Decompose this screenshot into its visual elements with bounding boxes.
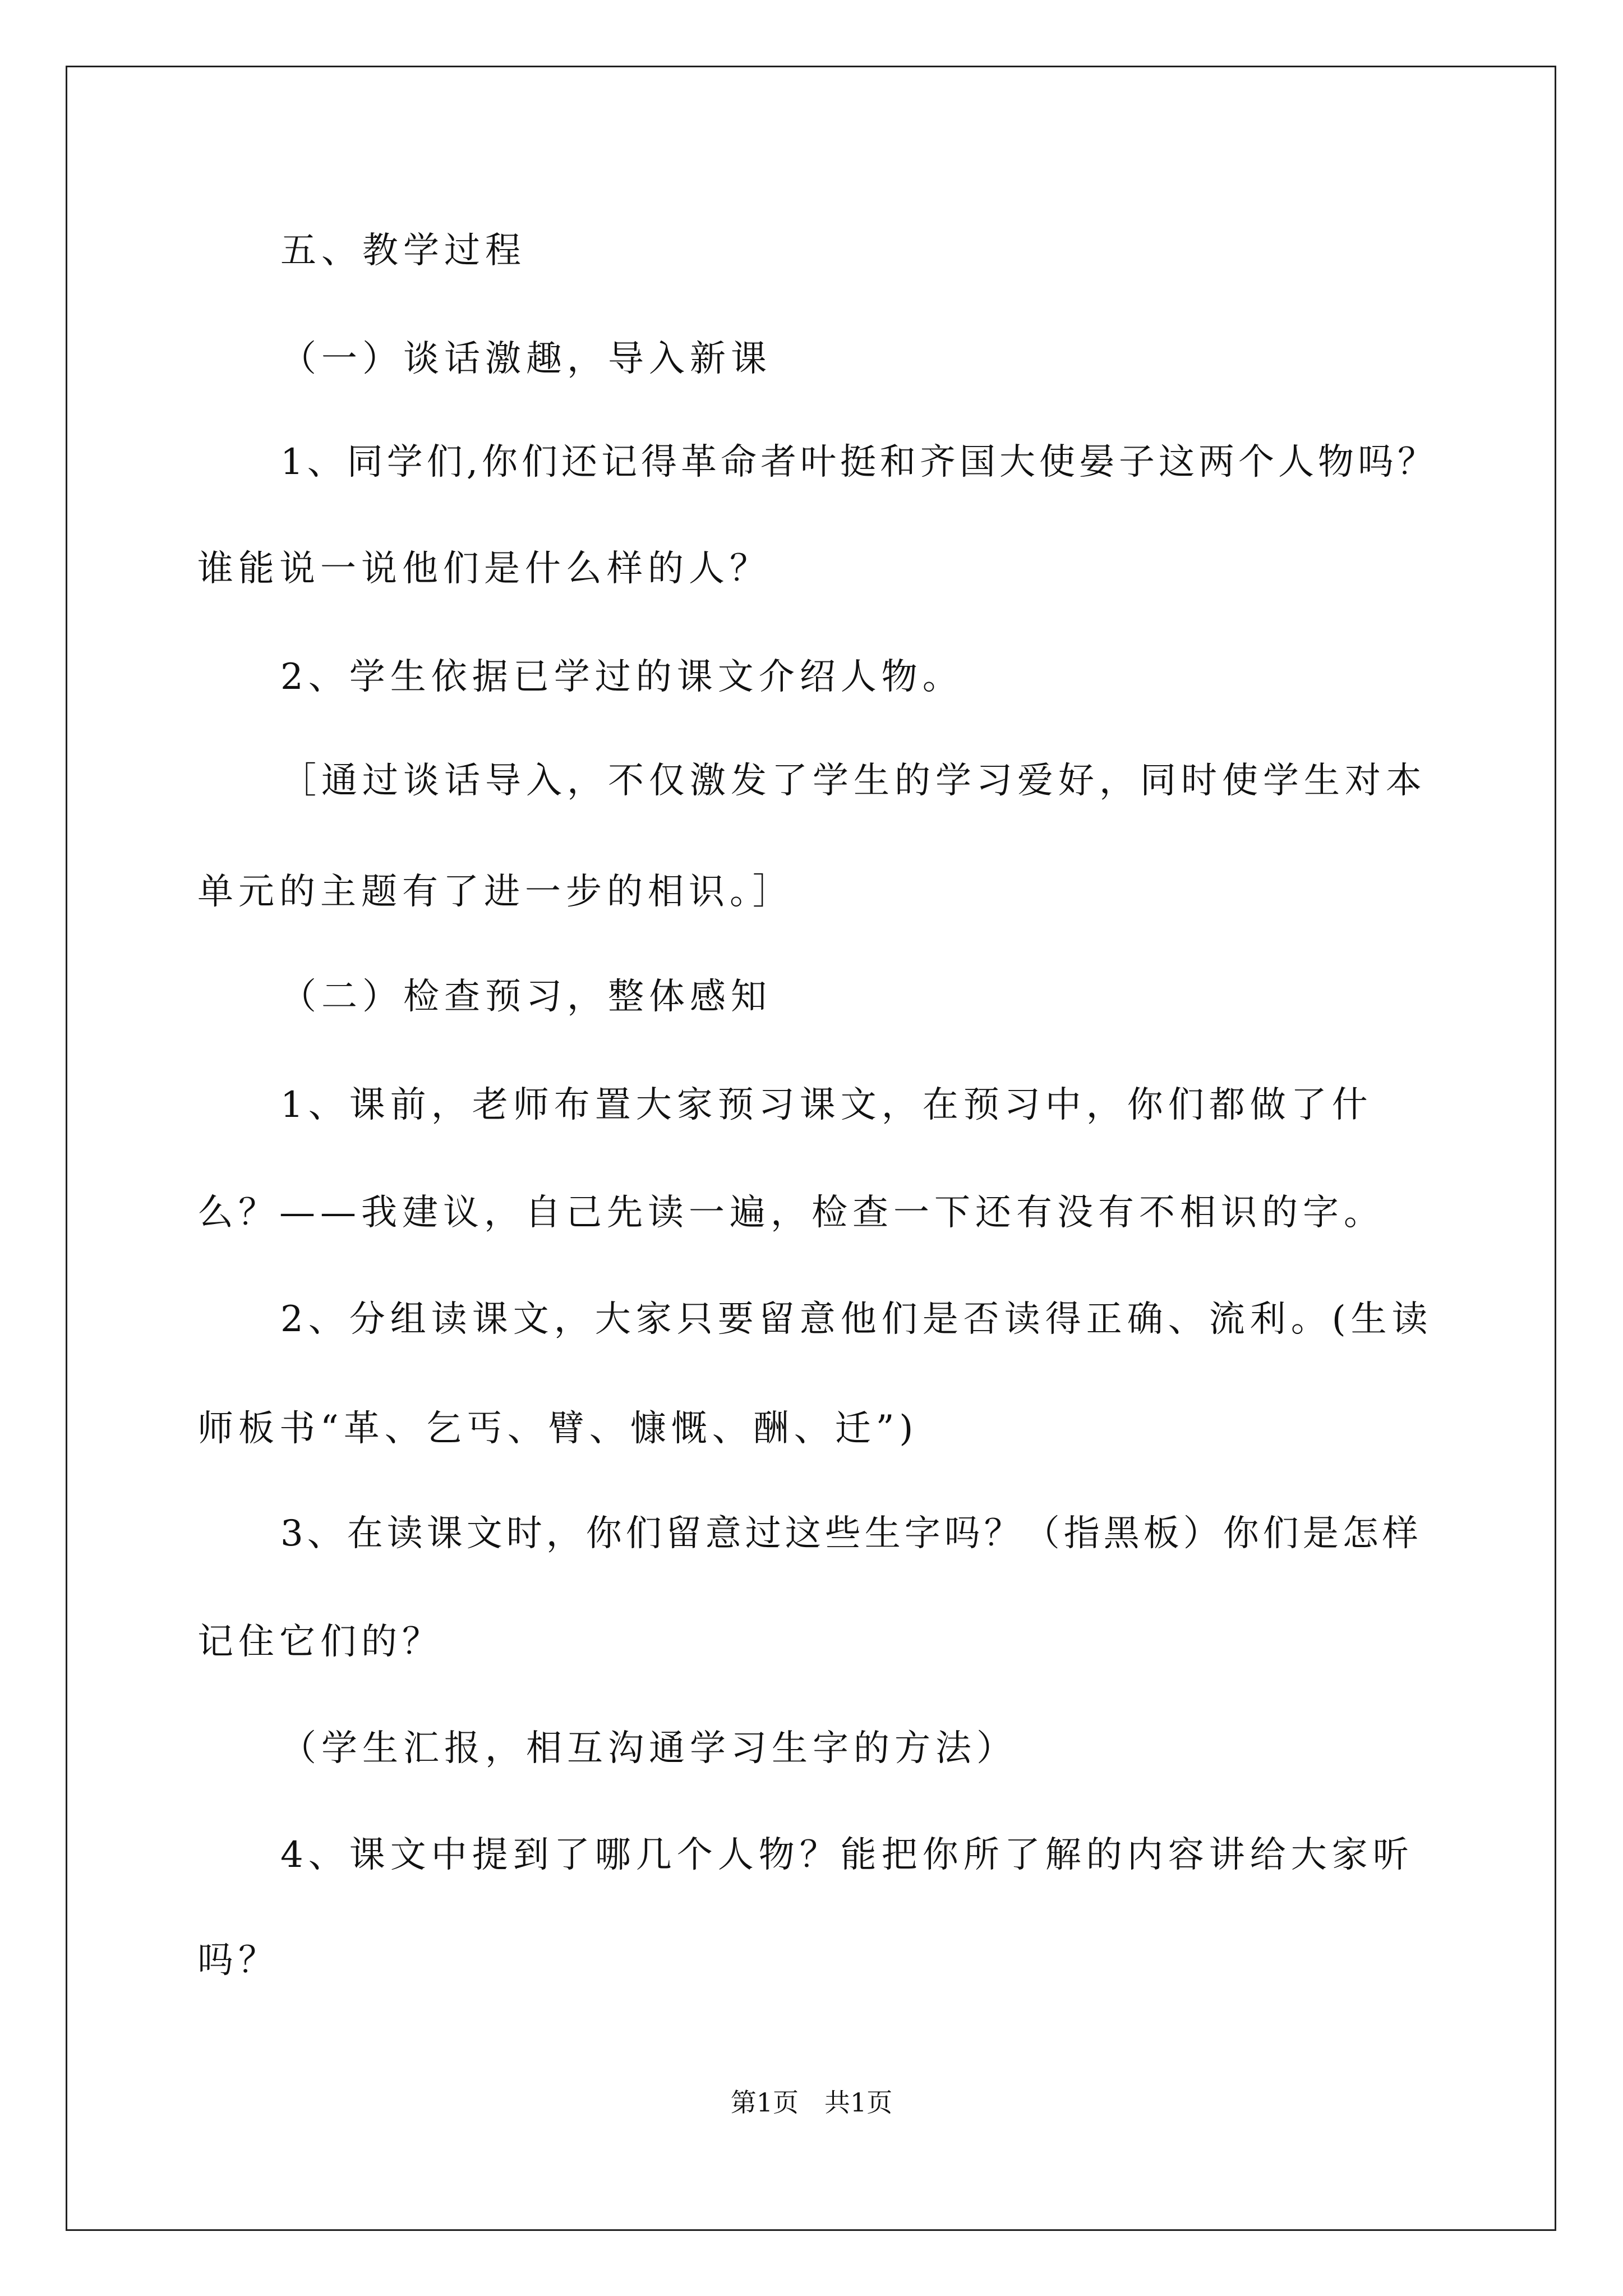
paragraph-line: 2、学生依据已学过的课文介绍人物。: [280, 656, 963, 698]
paragraph-line: 1、课前，老师布置大家预习课文，在预习中，你们都做了什: [280, 1084, 1373, 1126]
paragraph-line: 4、课文中提到了哪几个人物？能把你所了解的内容讲给大家听: [280, 1834, 1414, 1876]
page-border: [66, 66, 1556, 2231]
paragraph-line: ［通过谈话导入，不仅激发了学生的学习爱好，同时使学生对本: [280, 760, 1427, 802]
paragraph-line: （学生汇报，相互沟通学习生字的方法）: [280, 1728, 1017, 1769]
paragraph-line: 单元的主题有了进一步的相识。］: [197, 871, 794, 913]
paragraph-line: 么？——我建议，自己先读一遍，检查一下还有没有不相识的字。: [197, 1192, 1385, 1234]
paragraph-line: 记住它们的？: [197, 1621, 443, 1663]
paragraph-line: 吗？: [197, 1940, 279, 1981]
paragraph-line: 师板书“革、乞丐、臂、慷慨、酬、迁”): [197, 1408, 919, 1450]
paragraph-line: 3、在读课文时，你们留意过这些生字吗？（指黑板）你们是怎样: [280, 1513, 1422, 1554]
paragraph-line: 1、同学们,你们还记得革命者叶挺和齐国大使晏子这两个人物吗？: [280, 441, 1438, 483]
page-number-footer: 第1页 共1页: [730, 2087, 893, 2118]
subsection-heading: （一）谈话激趣，导入新课: [280, 338, 772, 380]
subsection-heading: （二）检查预习，整体感知: [280, 976, 772, 1018]
paragraph-line: 2、分组读课文，大家只要留意他们是否读得正确、流利。(生读: [280, 1299, 1433, 1340]
section-heading: 五、教学过程: [280, 230, 526, 272]
paragraph-line: 谁能说一说他们是什么样的人？: [197, 548, 771, 590]
